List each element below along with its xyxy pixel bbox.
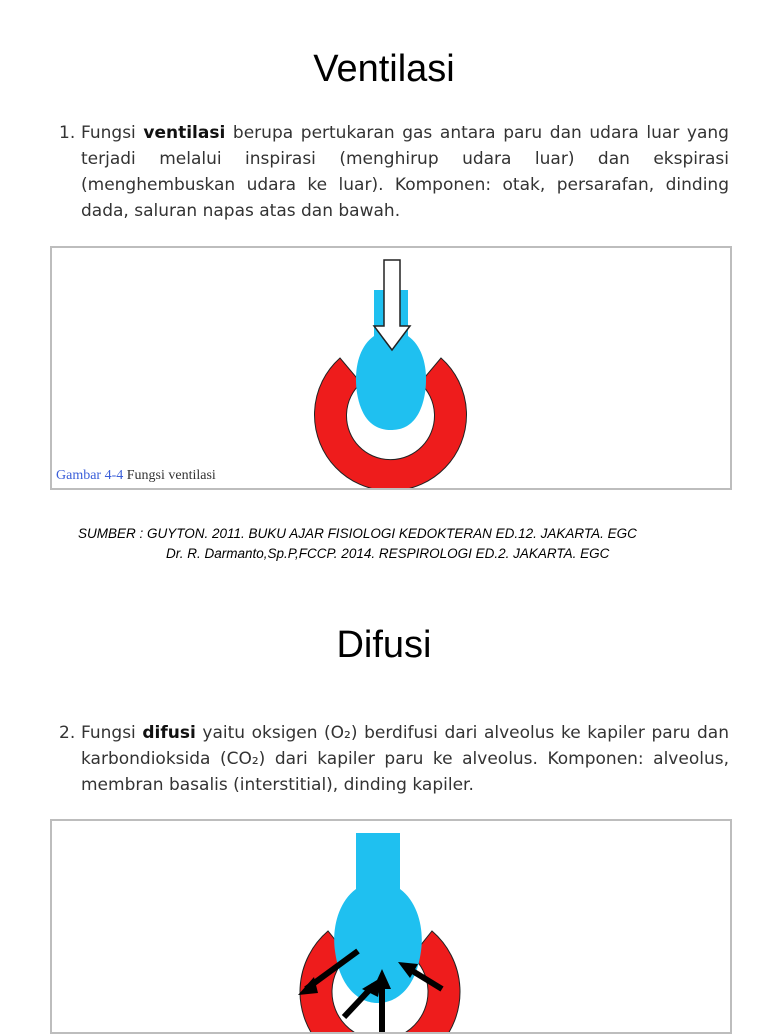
diffusion-diagram (52, 821, 730, 1032)
ventilasi-description (61, 120, 729, 224)
airway-alveolus-icon (334, 833, 422, 1003)
text-line: Fungsi difusi yaitu oksigen (O₂) berdifusi dari alveolus ke kapiler paru dan (81, 723, 729, 743)
section-title-difusi: Difusi (336, 624, 432, 666)
text-line: karbondioksida (CO₂) dari kapiler paru ke alveolus. Komponen: alveolus, (81, 749, 729, 769)
difusi-description (61, 720, 729, 798)
figure-difusi (50, 819, 732, 1034)
bold-term: ventilasi (143, 123, 226, 143)
list-number: 2. (59, 723, 76, 743)
figure-caption: Gambar 4-4 Fungsi ventilasi (56, 468, 216, 483)
text-line: terjadi melalui inspirasi (menghirup udara luar) dan ekspirasi (81, 149, 729, 169)
text-line: dada, saluran napas atas dan bawah. (81, 201, 401, 221)
text-line: (menghembuskan udara ke luar). Komponen: otak, persarafan, dinding (81, 175, 729, 195)
source-line: SUMBER : GUYTON. 2011. BUKU AJAR FISIOLOGI KEDOKTERAN ED.12. JAKARTA. EGC (78, 526, 637, 541)
text-line: Fungsi ventilasi berupa pertukaran gas antara paru dan udara luar yang (81, 123, 729, 143)
section-title-ventilasi: Ventilasi (313, 48, 455, 90)
bold-term: difusi (142, 723, 196, 743)
ventilation-diagram (52, 248, 730, 488)
figure-ventilasi (50, 246, 732, 490)
source-line: Dr. R. Darmanto,Sp.P,FCCP. 2014. RESPIROLOGI ED.2. JAKARTA. EGC (166, 546, 610, 561)
text-line: membran basalis (interstitial), dinding kapiler. (81, 775, 474, 795)
list-number: 1. (59, 123, 76, 143)
